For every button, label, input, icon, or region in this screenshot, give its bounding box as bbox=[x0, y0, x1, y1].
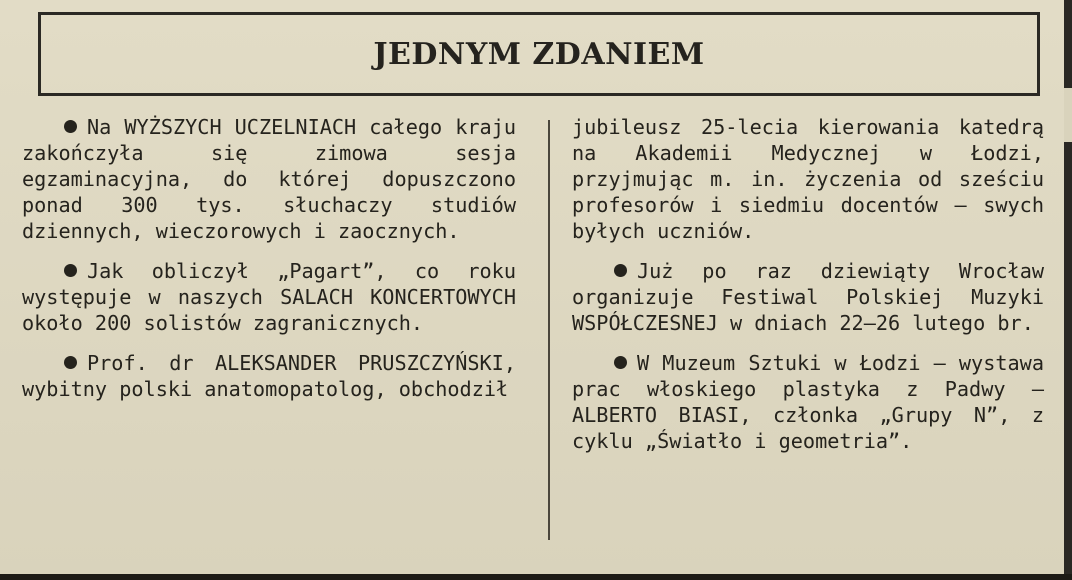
bottom-border bbox=[0, 574, 1072, 580]
bullet-icon bbox=[64, 264, 77, 277]
bullet-icon bbox=[614, 264, 627, 277]
news-item-text: Na WYŻSZYCH UCZELNIACH całego kraju zakończyła się zimowa sesja egzaminacyjna, do której dopuszczono ponad 300 tys. słuchaczy studiów dziennych, wieczorowych i zaocznych. bbox=[22, 115, 516, 243]
bullet-icon bbox=[614, 356, 627, 369]
news-item bbox=[572, 258, 1044, 336]
heading-box bbox=[38, 12, 1040, 96]
news-item-text: Jak obliczył „Pagart”, co roku występuje w naszych SALACH KONCERTOWYCH około 200 solistów zagranicznych. bbox=[22, 259, 516, 335]
news-item bbox=[22, 350, 516, 402]
news-item bbox=[572, 350, 1044, 454]
page-title: JEDNYM ZDANIEM bbox=[373, 36, 705, 72]
right-column bbox=[572, 114, 1044, 468]
news-item bbox=[22, 258, 516, 336]
news-item-continuation: jubileusz 25-lecia kierowania katedrą na Akademii Medycznej w Łodzi, przyjmując m. in. życzenia od sześciu profesorów i siedmiu docentów — swych byłych uczniów. bbox=[572, 115, 1044, 243]
page-edge-gap bbox=[1064, 88, 1072, 142]
news-item bbox=[22, 114, 516, 244]
column-divider bbox=[548, 120, 550, 540]
news-item-text: Prof. dr ALEKSANDER PRUSZCZYŃSKI, wybitny polski anatomopatolog, obchodził bbox=[22, 351, 516, 401]
left-column bbox=[22, 114, 516, 416]
page-edge-shadow bbox=[1064, 0, 1072, 580]
news-item-text: W Muzeum Sztuki w Łodzi — wystawa prac włoskiego plastyka z Padwy — ALBERTO BIASI, członka „Grupy N”, z cyklu „Światło i geometria”. bbox=[572, 351, 1044, 453]
bullet-icon bbox=[64, 356, 77, 369]
news-item-text: Już po raz dziewiąty Wrocław organizuje Festiwal Polskiej Muzyki WSPÓŁCZESNEJ w dniach 22—26 lutego br. bbox=[572, 259, 1044, 335]
bullet-icon bbox=[64, 120, 77, 133]
